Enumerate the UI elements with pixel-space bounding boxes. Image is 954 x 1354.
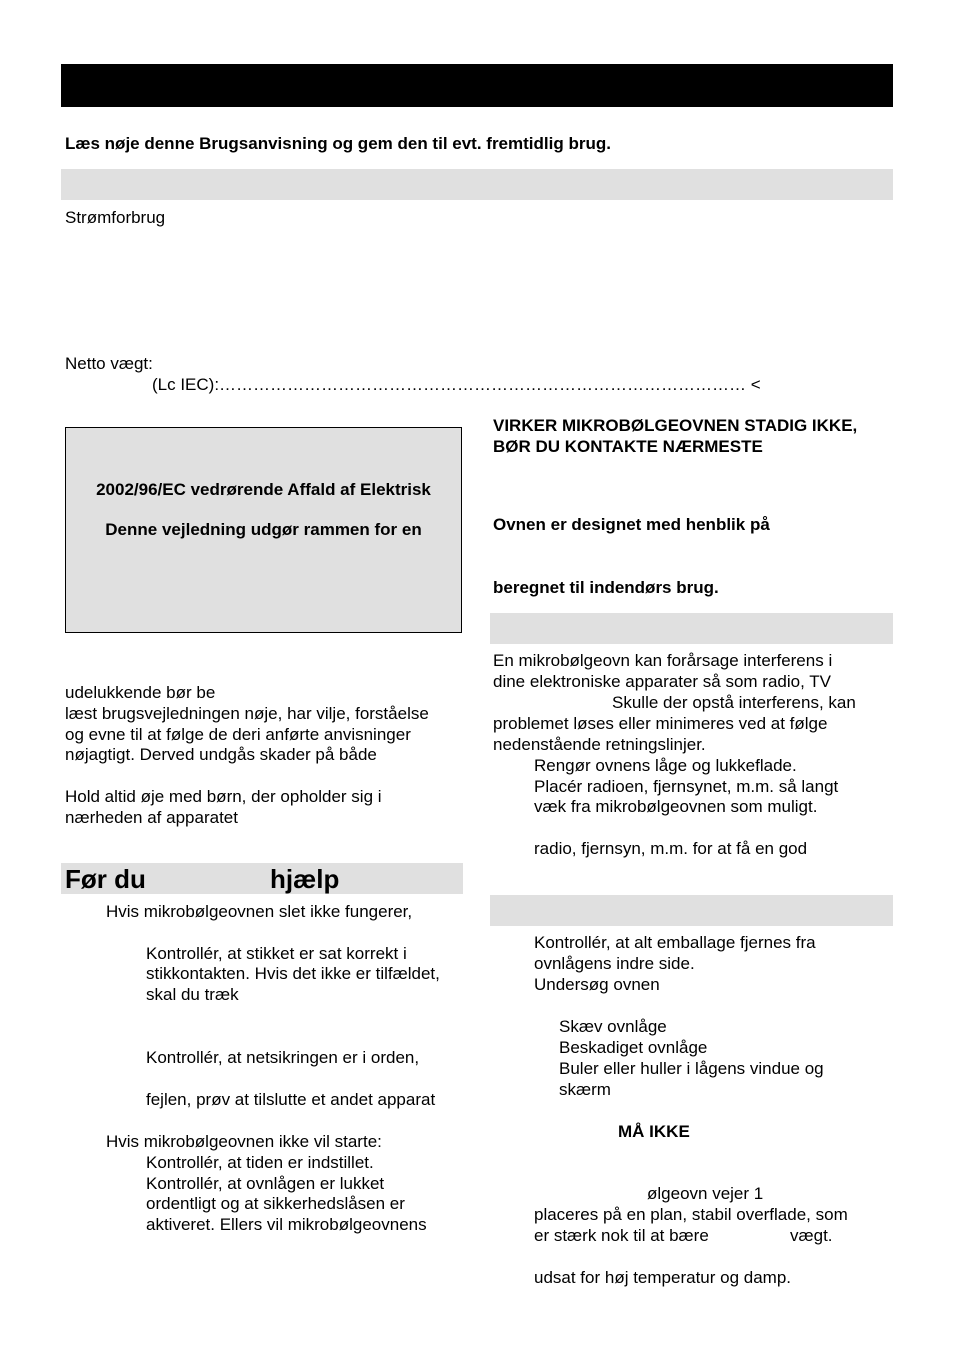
spec-net-weight-label: Netto vægt:	[65, 354, 153, 373]
damage-item-2: Beskadiget ovnlåge	[559, 1038, 708, 1057]
spec-lc-iec-line: (Lc IEC):………………………………………………………………………………… <	[152, 375, 761, 394]
title-bar	[61, 64, 893, 107]
troubleshoot-heading-part2: hjælp	[270, 864, 340, 894]
strong-note-prefix: er stærk nok til at bære	[534, 1226, 709, 1245]
check-other-appliance: fejlen, prøv at tilslutte et andet apparat	[146, 1090, 436, 1109]
inst-line1: Kontrollér, at alt emballage fjernes fra	[534, 933, 816, 952]
interf-line3: Skulle der opstå interferens, kan	[612, 693, 856, 712]
check-plug-line3: skal du træk	[146, 985, 239, 1004]
trouble-case-2: Hvis mikrobølgeovnen ikke vil starte:	[106, 1132, 382, 1151]
left-para1-line2: læst brugsvejledningen nøje, har vilje, forståelse	[65, 704, 429, 723]
indoor-note: beregnet til indendørs brug.	[493, 578, 719, 597]
check-start-line3: ordentligt og at sikkerhedslåsen er	[146, 1194, 405, 1213]
check-start-line1: Kontrollér, at tiden er indstillet.	[146, 1153, 374, 1172]
troubleshoot-heading-part1: Før du	[65, 864, 146, 894]
interf-line1: En mikrobølgeovn kan forårsage interferens i	[493, 651, 833, 670]
damage-item-1: Skæv ovnlåge	[559, 1017, 667, 1036]
trouble-case-1: Hvis mikrobølgeovnen slet ikke fungerer,	[106, 902, 413, 921]
left-para1-line4: nøjagtigt. Derved undgås skader på både	[65, 745, 377, 764]
left-para2-line1: Hold altid øje med børn, der opholder sig i	[65, 787, 382, 806]
section-bar-interference	[490, 613, 893, 644]
tip-radio: radio, fjernsyn, m.m. for at få en god	[534, 839, 808, 858]
warn-line1: VIRKER MIKROBØLGEOVNEN STADIG IKKE,	[493, 416, 858, 435]
left-para1-line1: udelukkende bør be	[65, 683, 216, 702]
check-start-line4: aktiveret. Ellers vil mikrobølgeovnens	[146, 1215, 427, 1234]
interf-line5: nedenstående retningslinjer.	[493, 735, 706, 754]
weee-line-2: Denne vejledning udgør rammen for en	[105, 520, 422, 539]
warn-line2: BØR DU KONTAKTE NÆRMESTE	[493, 437, 763, 456]
design-note: Ovnen er designet med henblik på	[493, 515, 770, 534]
check-plug-line1: Kontrollér, at stikket er sat korrekt i	[146, 944, 407, 963]
interf-line4: problemet løses eller minimeres ved at følge	[493, 714, 828, 733]
damage-item-3: Buler eller huller i lågens vindue og	[559, 1059, 824, 1078]
weee-line-1: 2002/96/EC vedrørende Affald af Elektrisk	[96, 480, 431, 499]
tip-clean-door: Rengør ovnens låge og lukkeflade.	[534, 756, 797, 775]
place-note: placeres på en plan, stabil overflade, som	[534, 1205, 848, 1224]
strong-note-suffix: vægt.	[790, 1226, 833, 1245]
tip-place-far-line2: væk fra mikrobølgeovnen som muligt.	[534, 797, 818, 816]
check-start-line2: Kontrollér, at ovnlågen er lukket	[146, 1174, 385, 1193]
left-para1-line3: og evne til at følge de deri anførte anvisninger	[65, 725, 411, 744]
left-para2-line2: nærheden af apparatet	[65, 808, 238, 827]
must-not-note: MÅ IKKE	[618, 1122, 690, 1141]
humid-note: udsat for høj temperatur og damp.	[534, 1268, 792, 1287]
inst-line2: ovnlågens indre side.	[534, 954, 695, 973]
spec-power-label: Strømforbrug	[65, 208, 166, 227]
check-fuse: Kontrollér, at netsikringen er i orden,	[146, 1048, 420, 1067]
section-bar-specs	[61, 169, 893, 200]
weight-note: ølgeovn vejer 1	[647, 1184, 764, 1203]
check-plug-line2: stikkontakten. Hvis det ikke er tilfældet,	[146, 964, 440, 983]
inst-line3: Undersøg ovnen	[534, 975, 660, 994]
weee-notice-box	[65, 427, 462, 633]
intro-text: Læs nøje denne Brugsanvisning og gem den til evt. fremtidlig brug.	[65, 134, 611, 153]
damage-item-4: skærm	[559, 1080, 611, 1099]
interf-line2: dine elektroniske apparater så som radio, TV	[493, 672, 831, 691]
section-bar-installation	[490, 895, 893, 926]
tip-place-far-line1: Placér radioen, fjernsynet, m.m. så langt	[534, 777, 839, 796]
